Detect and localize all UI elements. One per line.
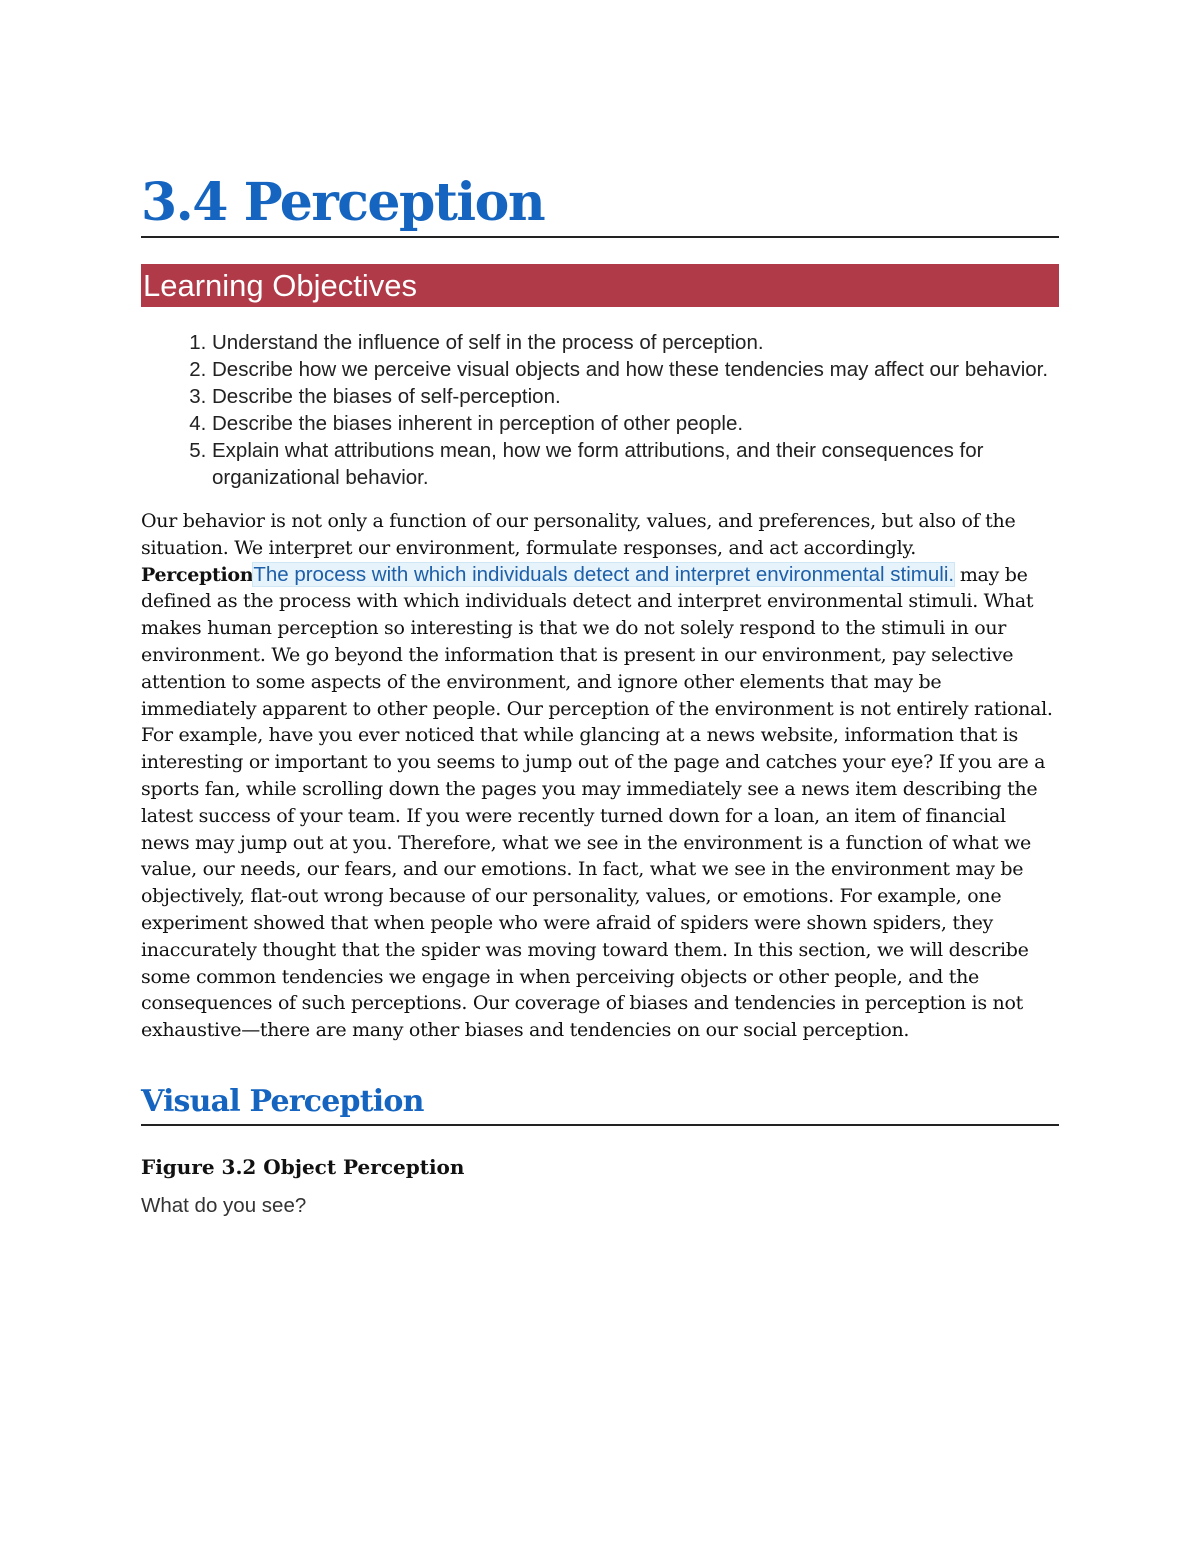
list-item: 5. Explain what attributions mean, how we form attributions, and their consequences for organizational behavior.	[212, 437, 1059, 491]
section-underline	[141, 1124, 1059, 1126]
page-title: 3.4 Perception	[141, 172, 545, 233]
learning-objectives-list	[141, 329, 1059, 491]
paragraph-rest: may be defined as the process with which individuals detect and interpret environmental stimuli. What makes human perception so interesting is that we do not solely respond to the stimuli in our environment. We go beyond the information that is present in our environment, pay selective attention to some aspects of the environment, and ignore other elements that may be immediately apparent to other people. Our perception of the environment is not entirely rational. For example, have you ever noticed that while glancing at a news website, information that is interesting or important to you seems to jump out of the page and catches your eye? If you are a sports fan, while scrolling down the pages you may immediately see a news item describing the latest success of your team. If you were recently turned down for a loan, an item of financial news may jump out at you. Therefore, what we see in the environment is a function of what we value, our needs, our fears, and our emotions. In fact, what we see in the environment may be objectively, flat-out wrong because of our personality, values, or emotions. For example, one experiment showed that when people who were afraid of spiders were shown spiders, they inaccurately thought that the spider was moving toward them. In this section, we will describe some common tendencies we engage in when perceiving objects or other people, and the consequences of such perceptions. Our coverage of biases and tendencies in perception is not exhaustive—there are many other biases and tendencies on our social perception.	[141, 563, 1053, 1042]
title-underline	[141, 236, 1059, 238]
list-item: 1. Understand the influence of self in the process of perception.	[212, 329, 1059, 356]
figure-caption: What do you see?	[141, 1193, 307, 1217]
section-heading: Visual Perception	[141, 1083, 424, 1119]
learning-objectives-heading: Learning Objectives	[141, 264, 1059, 307]
figure-title: Figure 3.2 Object Perception	[141, 1154, 465, 1179]
list-item: 2. Describe how we perceive visual objects and how these tendencies may affect our behavior.	[212, 356, 1059, 383]
paragraph-intro: Our behavior is not only a function of our personality, values, and preferences, but also of the situation. We interpret our environment, formulate responses, and act accordingly.	[141, 510, 1016, 559]
glossary-definition: The process with which individuals detect and interpret environmental stimuli.	[253, 562, 955, 586]
document-page	[141, 170, 1059, 1220]
glossary-term[interactable]: Perception	[141, 563, 254, 586]
body-paragraph	[141, 508, 1059, 1044]
list-item: 3. Describe the biases of self-perception.	[212, 383, 1059, 410]
list-item: 4. Describe the biases inherent in perception of other people.	[212, 410, 1059, 437]
